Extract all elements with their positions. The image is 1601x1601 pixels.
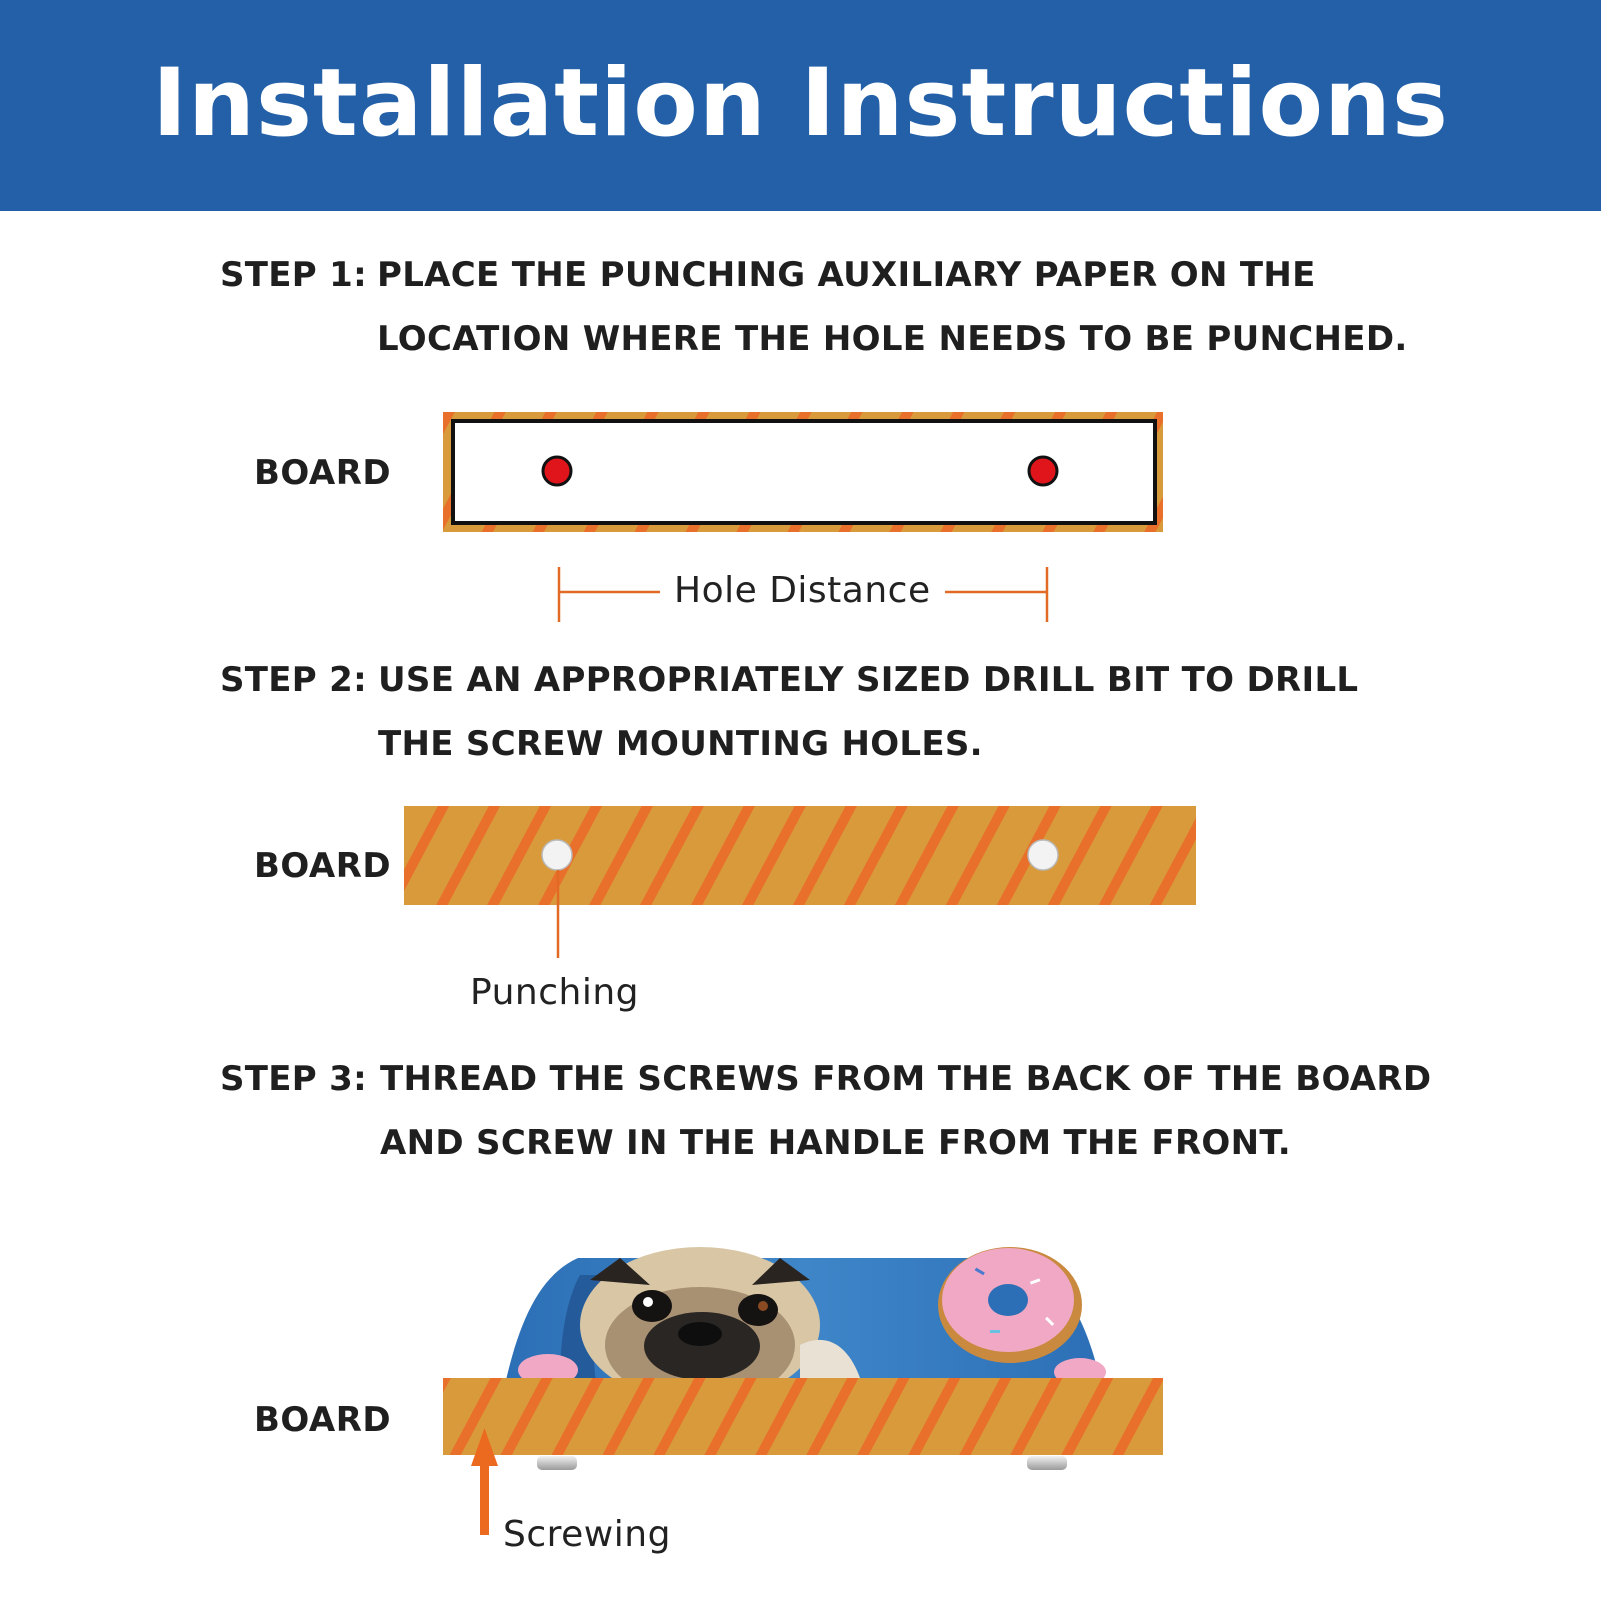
punching-label: Punching bbox=[470, 972, 639, 1013]
step-2-label: STEP 2: bbox=[220, 660, 368, 700]
step-3-line-2: AND SCREW IN THE HANDLE FROM THE FRONT. bbox=[380, 1123, 1291, 1163]
page-title: Installation Instructions bbox=[152, 49, 1449, 158]
board-label-3: BOARD bbox=[254, 1400, 392, 1440]
screw-right-icon bbox=[1027, 1456, 1067, 1470]
handle-assembly bbox=[443, 1247, 1163, 1470]
step-2-line-2: THE SCREW MOUNTING HOLES. bbox=[378, 724, 983, 764]
step-1-line-2: LOCATION WHERE THE HOLE NEEDS TO BE PUNCHED. bbox=[377, 319, 1408, 359]
board-3 bbox=[443, 1378, 1163, 1455]
screwing-label: Screwing bbox=[503, 1514, 671, 1555]
step-3-label: STEP 3: bbox=[220, 1059, 368, 1099]
step-2-line-1: USE AN APPROPRIATELY SIZED DRILL BIT TO DRILL bbox=[378, 660, 1359, 700]
drilled-hole-left bbox=[542, 840, 572, 870]
hole-marker-right bbox=[1029, 457, 1057, 485]
board-label-1: BOARD bbox=[254, 453, 392, 493]
board-2 bbox=[404, 806, 1196, 905]
step-1-line-1: PLACE THE PUNCHING AUXILIARY PAPER ON THE bbox=[377, 255, 1316, 295]
board-with-holes bbox=[404, 806, 1196, 958]
hole-marker-left bbox=[543, 457, 571, 485]
hole-distance-label: Hole Distance bbox=[668, 570, 937, 611]
step-3-line-1: THREAD THE SCREWS FROM THE BACK OF THE BOARD bbox=[380, 1059, 1432, 1099]
drilled-hole-right bbox=[1028, 840, 1058, 870]
board-with-paper bbox=[443, 412, 1163, 532]
board-label-2: BOARD bbox=[254, 846, 392, 886]
screw-left-icon bbox=[537, 1456, 577, 1470]
step-1-label: STEP 1: bbox=[220, 255, 368, 295]
